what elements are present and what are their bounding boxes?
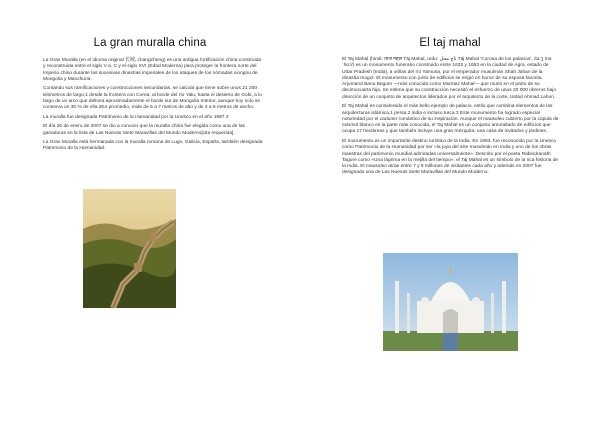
right-page-body xyxy=(342,57,560,180)
right-page-title: El taj mahal xyxy=(419,37,481,49)
paragraph: La muralla fue designada Patrimonio de la Humanidad por la Unesco en el año 1987.3 xyxy=(43,114,229,120)
paragraph: El día 26 de enero de 2007 se dio a conocer que la muralla china fue elegida como una de las ganadoras en la lista de Las Nuevas Siete Maravillas del Mundo Moderno[cita requerida]. xyxy=(43,124,245,136)
paragraph: La Gran Muralla está hermanada con la muralla romana de Lugo, Galicia, España, también designada Patrimonio de la Humanidad. xyxy=(43,140,263,152)
paragraph: El Taj Mahal (hindi: ताज महल Tāj Mahal, urdu: تاج محل‎ Tāj Mahal 'Corona de los palacios', /tɑːʒ məˈhɑːl/) es un monumento funerario construido entre 1632 y 1653 en la ciudad de Agra, estado de Uttar Pradesh (India), a orillas del río Yamuna, por el emperador musulmán Shah Jahan de la dinastía mogol. El monumento con junto de edificios se erigió en honor de su esposa favorita, Arjumand Banu Begum —más conocida como Mumtaz Mahal— que murió en el parto de su decimocuarta hija. Se estima que su construcción necesitó el esfuerzo de unos 20 000 obreros bajo dirección de un conjunto de arquitectos liderados por el arquitecto de la corte, Ustad Ahmad Lahori. xyxy=(342,57,557,100)
left-page-title: La gran muralla china xyxy=(93,37,207,49)
paragraph: El monumento es un importante destino turístico de la India. En 1983, fue reconocido por la Unesco como Patrimonio de la Humanidad por ser «la joya del arte musulmán en India y uno de los obras maestras del patrimonio mundial admiradas universalmente». Descrito por el poeta Rabindranath Tagore como «Una lágrima en la mejilla del tiempo», el Taj Mahal es un símbolo de la rica historia de la India. El mausoleo atrae entre 7 y 8 millones de visitantes cada año y además en 2007 fue designado una de Las Nuevas Siete Maravillas del Mundo Moderno. xyxy=(342,138,559,176)
paragraph: Contando sus ramificaciones y construcciones secundarias, se calcula que tiene sobre unos 21 200 kilómetros de largo,1 desde la frontera con Corea, al borde del río Yalu, hasta el desierto de Gobi, a lo largo de un arco que delinea aproximadamente el borde sur de Mongolia Interior, aunque hoy solo se conserva un 30 % de ella.2En promedio, mide de 6 a 7 metros de alto y de 4 a 5 metros de ancho. xyxy=(43,86,262,111)
left-page-body xyxy=(43,58,263,156)
great-wall-photo xyxy=(83,189,176,308)
paragraph: La Gran Muralla (en el idioma original 长城, changcheng) es una antigua fortificación china construida y reconstruida entre el siglo V a. C y el siglo XVI (Edad Moderna) para proteger la frontera norte del Imperio chino durante las sucesivas dinastías imperiales de los ataques de los nómadas xiongnu de Mongolia y Manchuria. xyxy=(43,58,262,82)
paragraph: El Taj Mahal es considerado el más bello ejemplo de palacio, estilo que combina elementos de las arquitecturas islámica,1 persa,2 india e incluso turca.3 Este monumento ha logrado especial notoriedad por el carácter romántico de su inspiración. Aunque el mausoleo cubierto por la cúpula de mármol blanco es la parte más conocida, el Taj Mahal es un conjunto amurallado de edificios que ocupa 17 hectáreas y que también incluye una gran mezquita, una casa de invitados y jardines. xyxy=(342,104,559,135)
taj-mahal-photo xyxy=(383,253,518,351)
